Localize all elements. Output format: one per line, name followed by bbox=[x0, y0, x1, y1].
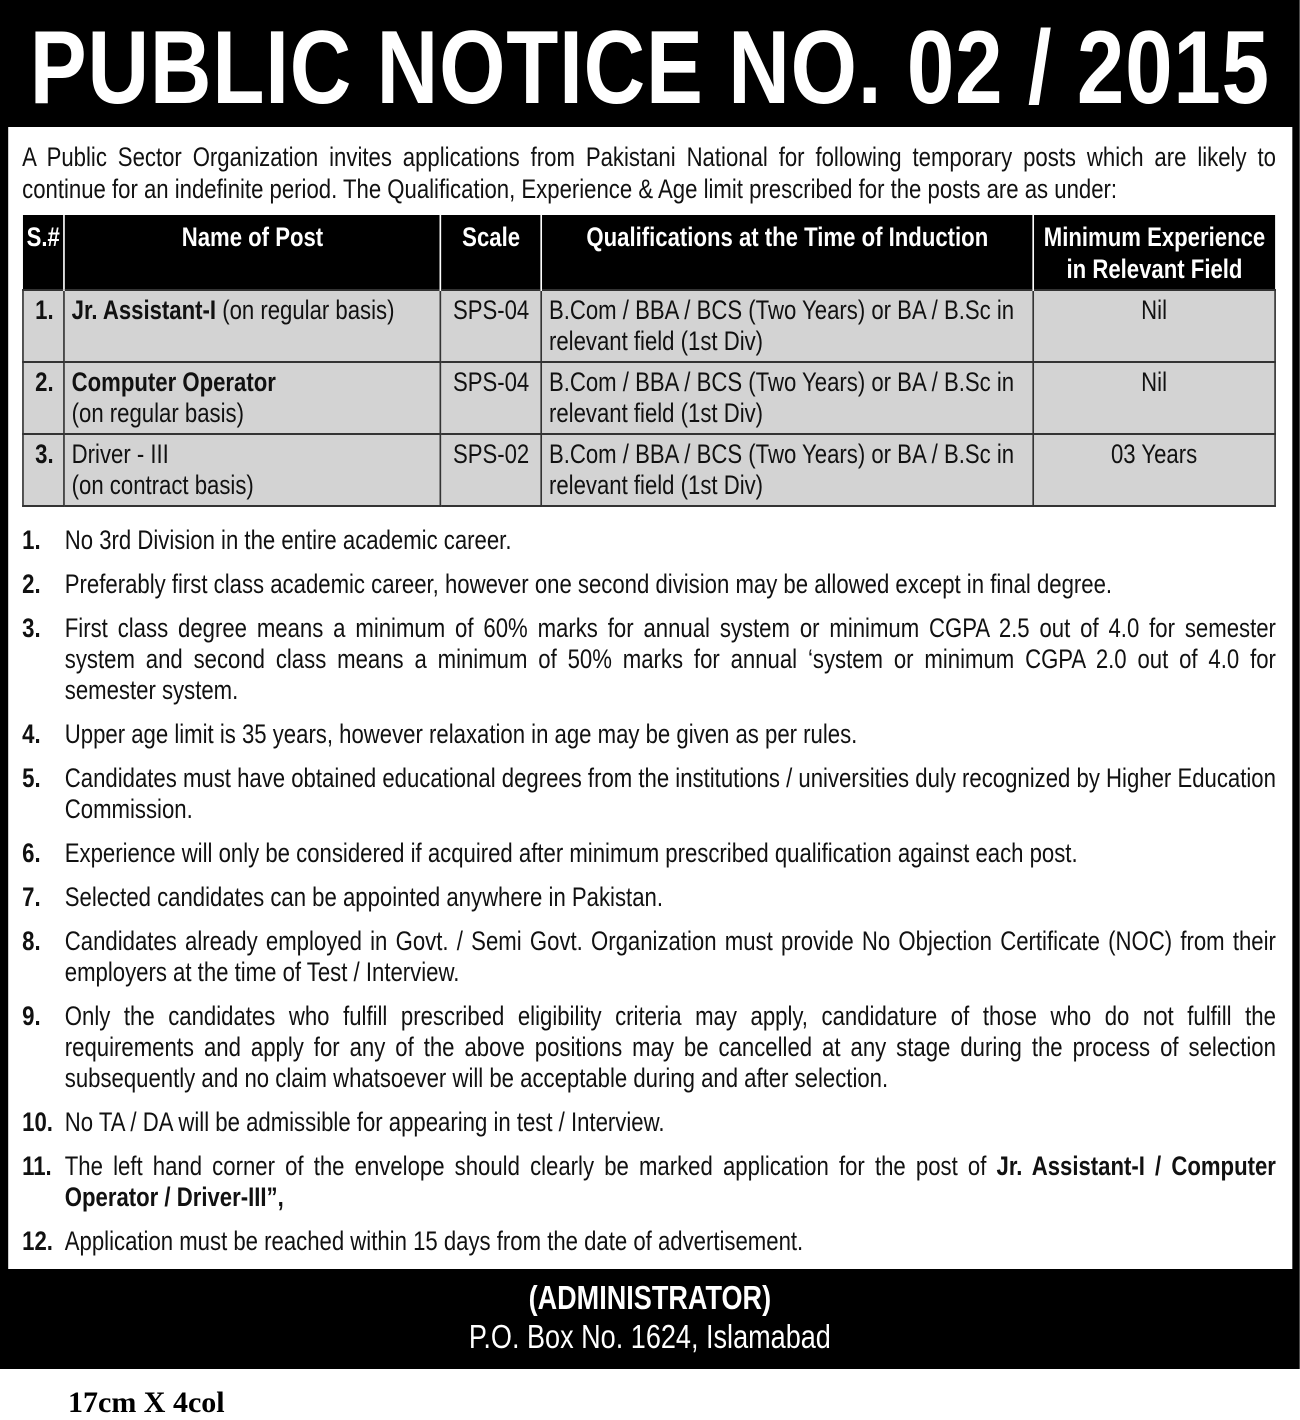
condition-item bbox=[22, 719, 1276, 750]
header-post: Name of Post bbox=[64, 215, 440, 290]
post-basis: (on regular basis) bbox=[71, 398, 244, 428]
condition-number: 2. bbox=[22, 569, 41, 599]
condition-number: 7. bbox=[22, 882, 41, 912]
row-scale: SPS-04 bbox=[441, 362, 542, 434]
ad-size-label: 17cm X 4col bbox=[68, 1386, 225, 1419]
header-scale: Scale bbox=[441, 215, 542, 290]
condition-text: Selected candidates can be appointed anywhere in Pakistan. bbox=[64, 882, 663, 912]
signatory: (ADMINISTRATOR) bbox=[528, 1279, 772, 1316]
condition-number: 12. bbox=[22, 1226, 53, 1256]
intro-paragraph: A Public Sector Organization invites applications from Pakistani National for following temporary posts which are likely to continue for an indefinite period. The Qualification, Experience & Age limit prescribed for the posts are as under: bbox=[22, 142, 1276, 204]
condition-item bbox=[22, 1001, 1276, 1094]
post-name: Jr. Assistant-I bbox=[71, 295, 217, 325]
condition-item bbox=[22, 569, 1276, 600]
header-sn: S.# bbox=[23, 215, 64, 290]
condition-text: Upper age limit is 35 years, however relaxation in age may be given as per rules. bbox=[64, 719, 858, 749]
condition-item bbox=[22, 525, 1276, 556]
table-row bbox=[23, 362, 1275, 434]
row-qualification: B.Com / BBA / BCS (Two Years) or BA / B.Sc in relevant field (1st Div) bbox=[542, 290, 1033, 362]
condition-item bbox=[22, 926, 1276, 988]
condition-number: 11. bbox=[22, 1151, 52, 1181]
condition-number: 9. bbox=[22, 1001, 41, 1031]
row-qualification: B.Com / BBA / BCS (Two Years) or BA / B.Sc in relevant field (1st Div) bbox=[542, 362, 1033, 434]
condition-text: The left hand corner of the envelope should clearly be marked application for the post of bbox=[64, 1151, 997, 1181]
condition-item bbox=[22, 613, 1276, 706]
header-qualification: Qualifications at the Time of Induction bbox=[542, 215, 1033, 290]
row-experience: Nil bbox=[1033, 290, 1275, 362]
condition-text: Candidates already employed in Govt. / Semi Govt. Organization must provide No Objection Certificate (NOC) from their employers at the time of Test / Interview. bbox=[64, 926, 1276, 987]
condition-item bbox=[22, 838, 1276, 869]
table-row bbox=[23, 290, 1275, 362]
condition-number: 5. bbox=[22, 763, 41, 793]
table-row bbox=[23, 434, 1275, 506]
row-experience: Nil bbox=[1033, 362, 1275, 434]
condition-number: 1. bbox=[22, 525, 41, 555]
conditions-list bbox=[22, 525, 1276, 1257]
table-header-row bbox=[23, 215, 1275, 290]
condition-number: 6. bbox=[22, 838, 41, 868]
row-post bbox=[64, 362, 440, 434]
row-scale: SPS-02 bbox=[441, 434, 542, 506]
condition-item bbox=[22, 1226, 1276, 1257]
row-experience: 03 Years bbox=[1033, 434, 1275, 506]
notice-body bbox=[8, 127, 1292, 1269]
posts-table bbox=[22, 215, 1276, 507]
condition-text: No TA / DA will be admissible for appearing in test / Interview. bbox=[64, 1107, 665, 1137]
condition-text: First class degree means a minimum of 60% marks for annual system or minimum CGPA 2.5 out of 4.0 for semester system and second class means a minimum of 50% marks for annual ‘system or minimum CGPA 2.0 out of 4.0 for semester system. bbox=[64, 613, 1276, 705]
post-name: Driver - III bbox=[71, 439, 169, 469]
condition-bold-text: Jr. Assistant-I / Computer Operator / Driver-III”, bbox=[64, 1151, 1276, 1212]
row-post bbox=[64, 434, 440, 506]
condition-text: No 3rd Division in the entire academic career. bbox=[64, 525, 512, 555]
post-basis: (on regular basis) bbox=[216, 295, 395, 325]
row-post bbox=[64, 290, 440, 362]
row-qualification: B.Com / BBA / BCS (Two Years) or BA / B.Sc in relevant field (1st Div) bbox=[542, 434, 1033, 506]
condition-text: Preferably first class academic career, however one second division may be allowed except in final degree. bbox=[64, 569, 1113, 599]
row-sn: 3. bbox=[23, 434, 64, 506]
row-scale: SPS-04 bbox=[441, 290, 542, 362]
condition-text: Application must be reached within 15 days from the date of advertisement. bbox=[64, 1226, 804, 1256]
post-name: Computer Operator bbox=[71, 367, 276, 397]
condition-number: 10. bbox=[22, 1107, 53, 1137]
row-sn: 2. bbox=[23, 362, 64, 434]
notice-title: PUBLIC NOTICE NO. 02 / 2015 bbox=[29, 10, 1270, 126]
condition-number: 3. bbox=[22, 613, 41, 643]
condition-item bbox=[22, 763, 1276, 825]
condition-number: 8. bbox=[22, 926, 41, 956]
condition-text: Candidates must have obtained educational degrees from the institutions / universities duly recognized by Higher Education Commission. bbox=[64, 763, 1276, 824]
header-experience: Minimum Experience in Relevant Field bbox=[1033, 215, 1275, 290]
condition-item bbox=[22, 1151, 1276, 1213]
footer bbox=[0, 1269, 1300, 1369]
condition-item bbox=[22, 1107, 1276, 1138]
address: P.O. Box No. 1624, Islamabad bbox=[468, 1318, 831, 1355]
condition-item bbox=[22, 882, 1276, 913]
row-sn: 1. bbox=[23, 290, 64, 362]
post-basis: (on contract basis) bbox=[71, 470, 254, 500]
condition-number: 4. bbox=[22, 719, 41, 749]
condition-text: Experience will only be considered if acquired after minimum prescribed qualification against each post. bbox=[64, 838, 1078, 868]
condition-text: Only the candidates who fulfill prescribed eligibility criteria may apply, candidature of those who do not fulfill the requirements and apply for any of the above positions may be cancelled at any stage during the process of selection subsequently and no claim whatsoever will be acceptable during and after selection. bbox=[64, 1001, 1276, 1093]
